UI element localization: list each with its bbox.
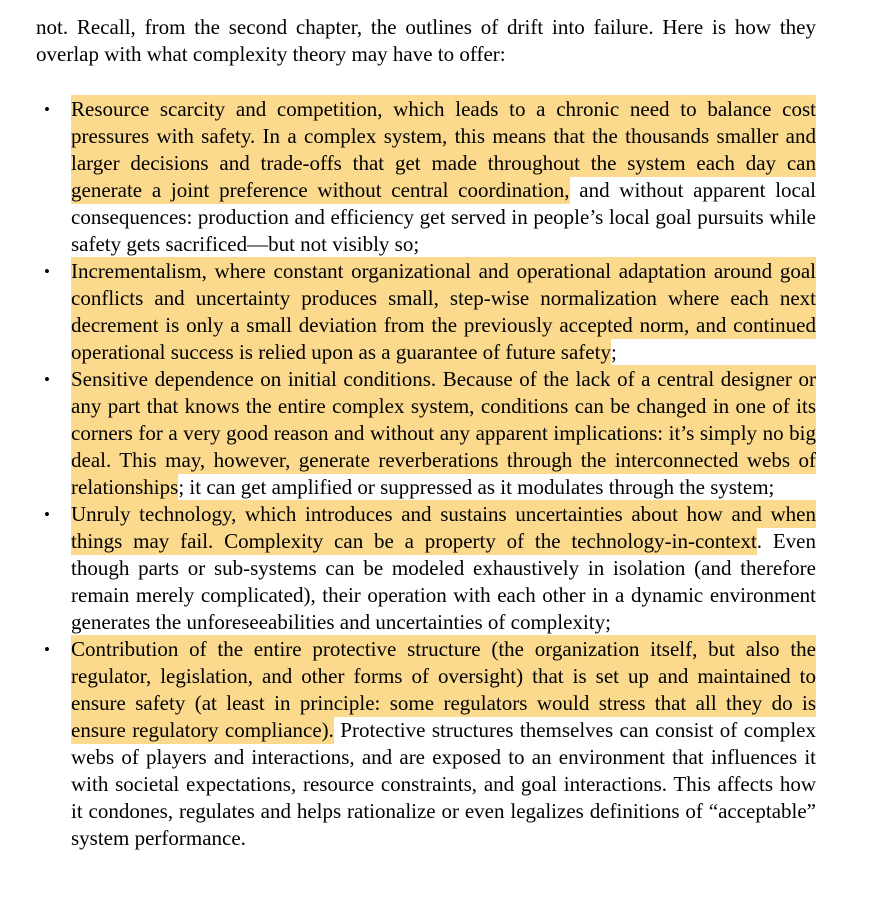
- bullet-icon: •: [44, 370, 50, 389]
- list-item: [36, 366, 816, 501]
- plain-text: ;: [610, 340, 617, 364]
- highlighted-text: Unruly technology, which introduces and sustains uncertainties about how and when things may fail. Complexity can be a property of the technology-in-context: [71, 502, 816, 553]
- list-item: [36, 96, 816, 258]
- bullet-icon: •: [44, 640, 50, 659]
- highlighted-text: Incrementalism, where constant organizational and operational adaptation around goal conflicts and uncertainty produces small, step-wise normalization where each next decrement is only a small deviation from the previously accepted norm, and continued operational success is relied upon as a guarantee of future safety: [71, 259, 816, 364]
- plain-text: ; it can get amplified or suppressed as it modulates through the system;: [178, 475, 775, 499]
- intro-paragraph: not. Recall, from the second chapter, the outlines of drift into failure. Here is how they overlap with what complexity theory may have to offer:: [36, 15, 816, 66]
- list-item: [36, 258, 816, 366]
- list-item: [36, 501, 816, 636]
- highlighted-text: Contribution of the entire protective structure (the organization itself, but also the regulator, legislation, and other forms of oversight) that is set up and maintained to ensure safety (at least in principle: some regulators would stress that all they do is ensure regulatory compliance).: [71, 637, 816, 742]
- list-item: [36, 636, 816, 852]
- bullet-icon: •: [44, 505, 50, 524]
- bullet-list: [36, 96, 816, 852]
- bullet-icon: •: [44, 262, 50, 281]
- plain-text: and without apparent local consequences: production and efficiency get served in people’s local goal pursuits while safety gets sacrificed—but not visibly so;: [71, 178, 817, 256]
- bullet-icon: •: [44, 100, 50, 119]
- plain-text: . Even though parts or sub-systems can be modeled exhaustively in isolation (and therefore remain merely complicated), their operation with each other in a dynamic environment generates the unforeseeabilities and uncertainties of complexity;: [71, 529, 816, 634]
- plain-text: Protective structures themselves can consist of complex webs of players and interactions, and are exposed to an environment that influences it with societal expectations, resource constraints, and goal interactions. This affects how it condones, regulates and helps rationalize or even legalizes definitions of “acceptable” system performance.: [71, 718, 817, 850]
- highlighted-text: Sensitive dependence on initial conditions. Because of the lack of a central designer or any part that knows the entire complex system, conditions can be changed in one of its corners for a very good reason and without any apparent implications: it’s simply no big deal. This may, however, generate reverberations through the interconnected webs of relationships: [71, 367, 816, 499]
- highlighted-text: Resource scarcity and competition, which leads to a chronic need to balance cost pressures with safety. In a complex system, this means that the thousands smaller and larger decisions and trade-offs that get made throughout the system each day can generate a joint preference without central coordination,: [71, 97, 816, 202]
